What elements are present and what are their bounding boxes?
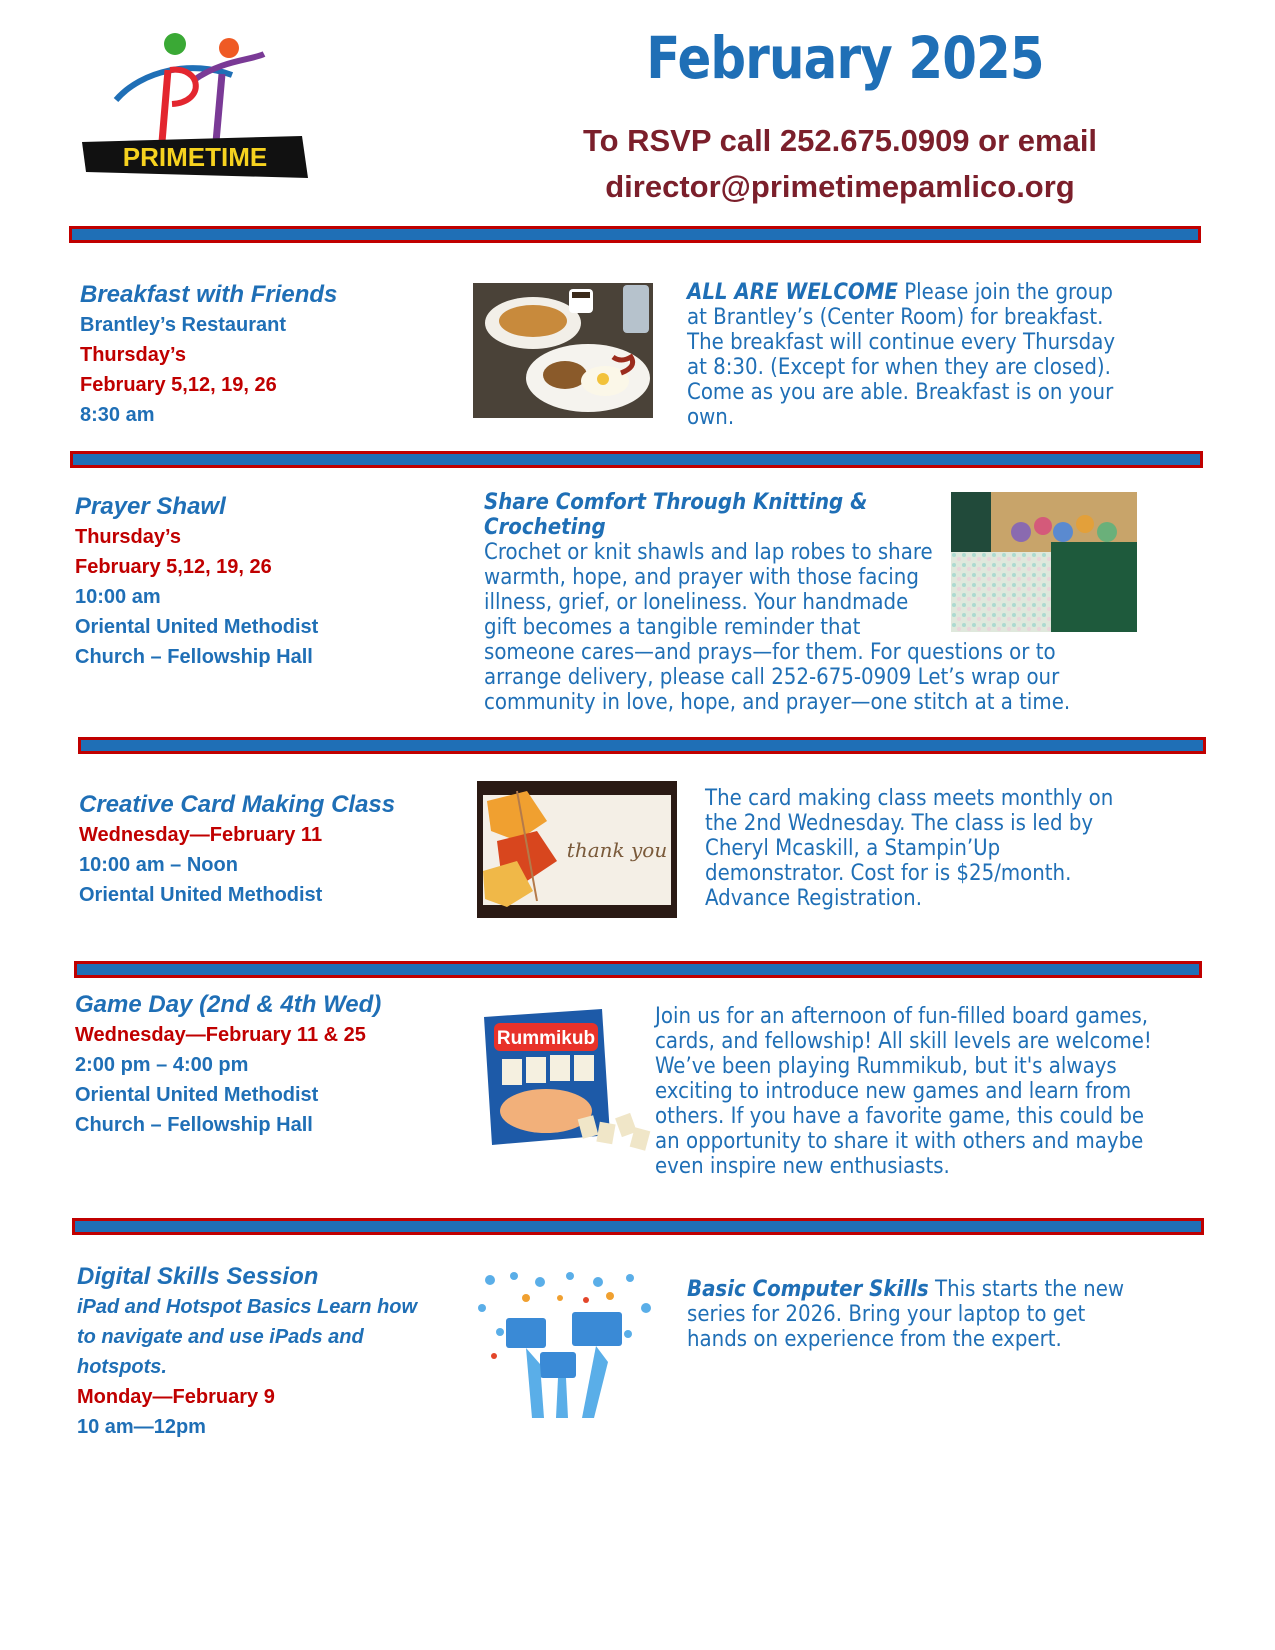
description-lead: Share Comfort Through Knitting & Crocheting [484, 490, 868, 540]
rsvp-info [520, 118, 1160, 210]
event-prayer-shawl-description-lead [484, 490, 939, 540]
event-breakfast-info [80, 280, 460, 430]
event-prayer-shawl-description [484, 540, 1134, 715]
thank-you-card-photo [477, 781, 677, 918]
event-subtitle: iPad and Hotspot Basics Learn how to navigate and use iPads and hotspots. [77, 1296, 418, 1378]
rummikub-logo-text: Rummikub [496, 1028, 596, 1049]
description-lead: ALL ARE WELCOME [687, 280, 898, 305]
event-dates: Wednesday—February 11 & 25 [75, 1024, 366, 1046]
event-location: Oriental United Methodist [75, 616, 319, 638]
event-title: Digital Skills Session [77, 1263, 319, 1290]
event-game-day-description [655, 1004, 1160, 1179]
event-date: Monday—February 9 [77, 1386, 275, 1408]
event-title: Prayer Shawl [75, 493, 226, 520]
divider-4 [74, 961, 1202, 978]
description-text: Crochet or knit shawls and lap robes to share warmth, hope, and prayer with those facing illness, grief, or loneliness. Your handmade gift becomes a tangible reminder that someone cares—and prays—for them. For questions or to arrange delivery, please call 252-675-0909 Let’s wrap our community in love, hope, and prayer—one stitch at a time. [484, 540, 1071, 715]
event-day: Thursday’s [75, 526, 181, 548]
event-time: 10:00 am – Noon [79, 854, 238, 876]
rummikub-box-photo [482, 1005, 652, 1157]
event-location-detail: Church – Fellowship Hall [75, 1114, 313, 1136]
event-prayer-shawl-info [75, 492, 455, 672]
event-location: Oriental United Methodist [79, 884, 323, 906]
event-card-making-description [705, 786, 1145, 911]
event-title: Creative Card Making Class [79, 791, 396, 818]
event-title: Breakfast with Friends [80, 281, 338, 308]
digital-devices-illustration [470, 1268, 656, 1420]
event-game-day-info [75, 990, 455, 1140]
card-thank-you-text: thank you [566, 838, 668, 862]
divider-3 [78, 737, 1206, 754]
event-location-detail: Church – Fellowship Hall [75, 646, 313, 668]
event-digital-skills-description [687, 1277, 1137, 1352]
event-time: 2:00 pm – 4:00 pm [75, 1054, 249, 1076]
breakfast-plate-photo [473, 283, 653, 418]
event-time: 8:30 am [80, 404, 155, 426]
description-text: Join us for an afternoon of fun-filled board games, cards, and fellowship! All skill levels are welcome! We’ve been playing Rummikub, but it's always exciting to introduce new games and learn from others. If you have a favorite game, this could be an opportunity to share it with others and maybe even inspire new enthusiasts. [655, 1004, 1152, 1179]
event-time: 10 am—12pm [77, 1416, 206, 1438]
event-day: Thursday’s [80, 344, 186, 366]
event-time: 10:00 am [75, 586, 161, 608]
page-title: February 2025 [646, 24, 1044, 92]
description-text: Please join the group at Brantley’s (Center Room) for breakfast. The breakfast will continue every Thursday at 8:30. (Except for when they are closed). Come as you are able. Breakfast is on your own. [687, 280, 1116, 430]
event-date: Wednesday—February 11 [79, 824, 323, 846]
event-location: Oriental United Methodist [75, 1084, 319, 1106]
logo-wordmark: PRIMETIME [122, 142, 268, 172]
divider-1 [69, 226, 1201, 243]
event-dates: February 5,12, 19, 26 [80, 374, 277, 396]
event-digital-skills-info [77, 1262, 437, 1442]
event-title: Game Day (2nd & 4th Wed) [75, 991, 382, 1018]
rsvp-email-line[interactable]: director@primetimepamlico.org [605, 169, 1075, 204]
rsvp-phone-line: To RSVP call 252.675.0909 or email [582, 123, 1098, 158]
event-card-making-info [79, 790, 459, 910]
divider-2 [70, 451, 1203, 468]
event-breakfast-description [687, 280, 1137, 430]
primetime-logo [82, 30, 318, 190]
description-text: This starts the new series for 2026. Bring your laptop to get hands on experience from the expert. [687, 1277, 1125, 1352]
description-lead: Basic Computer Skills [687, 1277, 929, 1302]
divider-5 [72, 1218, 1204, 1235]
event-dates: February 5,12, 19, 26 [75, 556, 272, 578]
description-text: The card making class meets monthly on the 2nd Wednesday. The class is led by Cheryl Mcaskill, a Stampin’Up demonstrator. Cost for is $25/month. Advance Registration. [705, 786, 1114, 911]
event-location: Brantley’s Restaurant [80, 314, 286, 336]
